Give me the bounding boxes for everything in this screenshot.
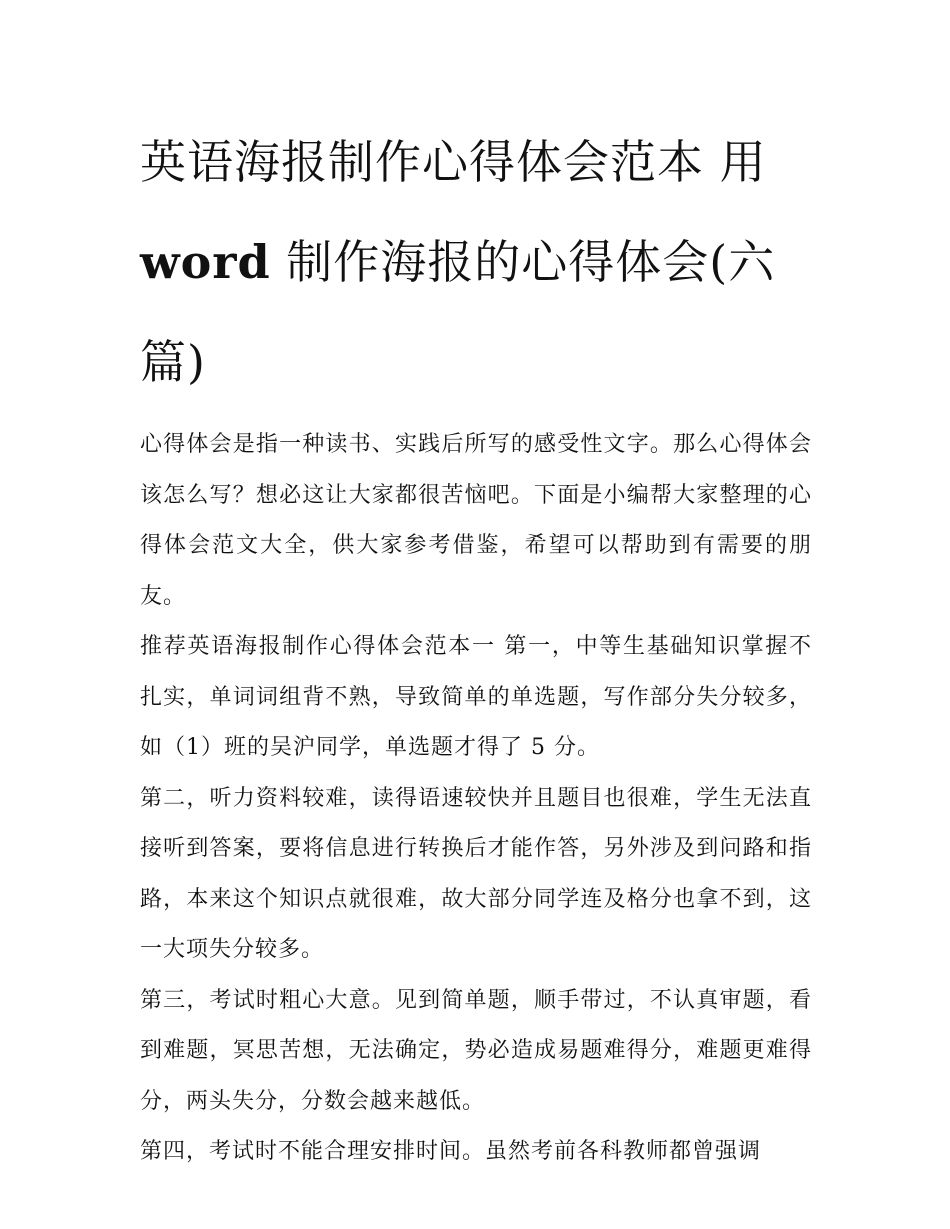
paragraph-2: 第二，听力资料较难，读得语速较快并且题目也很难，学生无法直接听到答案，要将信息进行转换后才能作答，另外涉及到问路和指路，本来这个知识点就很难，故大部分同学连及格分也拿不到，这一大项失分较多。 (140, 785, 812, 962)
title-text-2: 制作海报的心得体会(六篇) (140, 235, 776, 389)
title-text-bold: word (140, 235, 271, 289)
paragraph-intro: 心得体会是指一种读书、实践后所写的感受性文字。那么心得体会该怎么写？想必这让大家都很苦恼吧。下面是小编帮大家整理的心得体会范文大全，供大家参考借鉴，希望可以帮助到有需要的朋友。 (140, 432, 812, 609)
paragraph-4: 第四，考试时不能合理安排时间。虽然考前各科教师都曾强调 (140, 1139, 762, 1164)
document-title (140, 112, 812, 412)
document-page (140, 112, 812, 1178)
title-text-1: 英语海报制作心得体会范本 用 (140, 135, 767, 189)
paragraph-3: 第三，考试时粗心大意。见到简单题，顺手带过，不认真审题，看到难题，冥思苦想，无法确定，势必造成易题难得分，难题更难得分，两头失分，分数会越来越低。 (140, 987, 812, 1114)
paragraph-1: 推荐英语海报制作心得体会范本一 第一，中等生基础知识掌握不扎实，单词词组背不熟，导致简单的单选题，写作部分失分较多，如（1）班的吴沪同学，单选题才得了 5 分。 (140, 634, 812, 760)
